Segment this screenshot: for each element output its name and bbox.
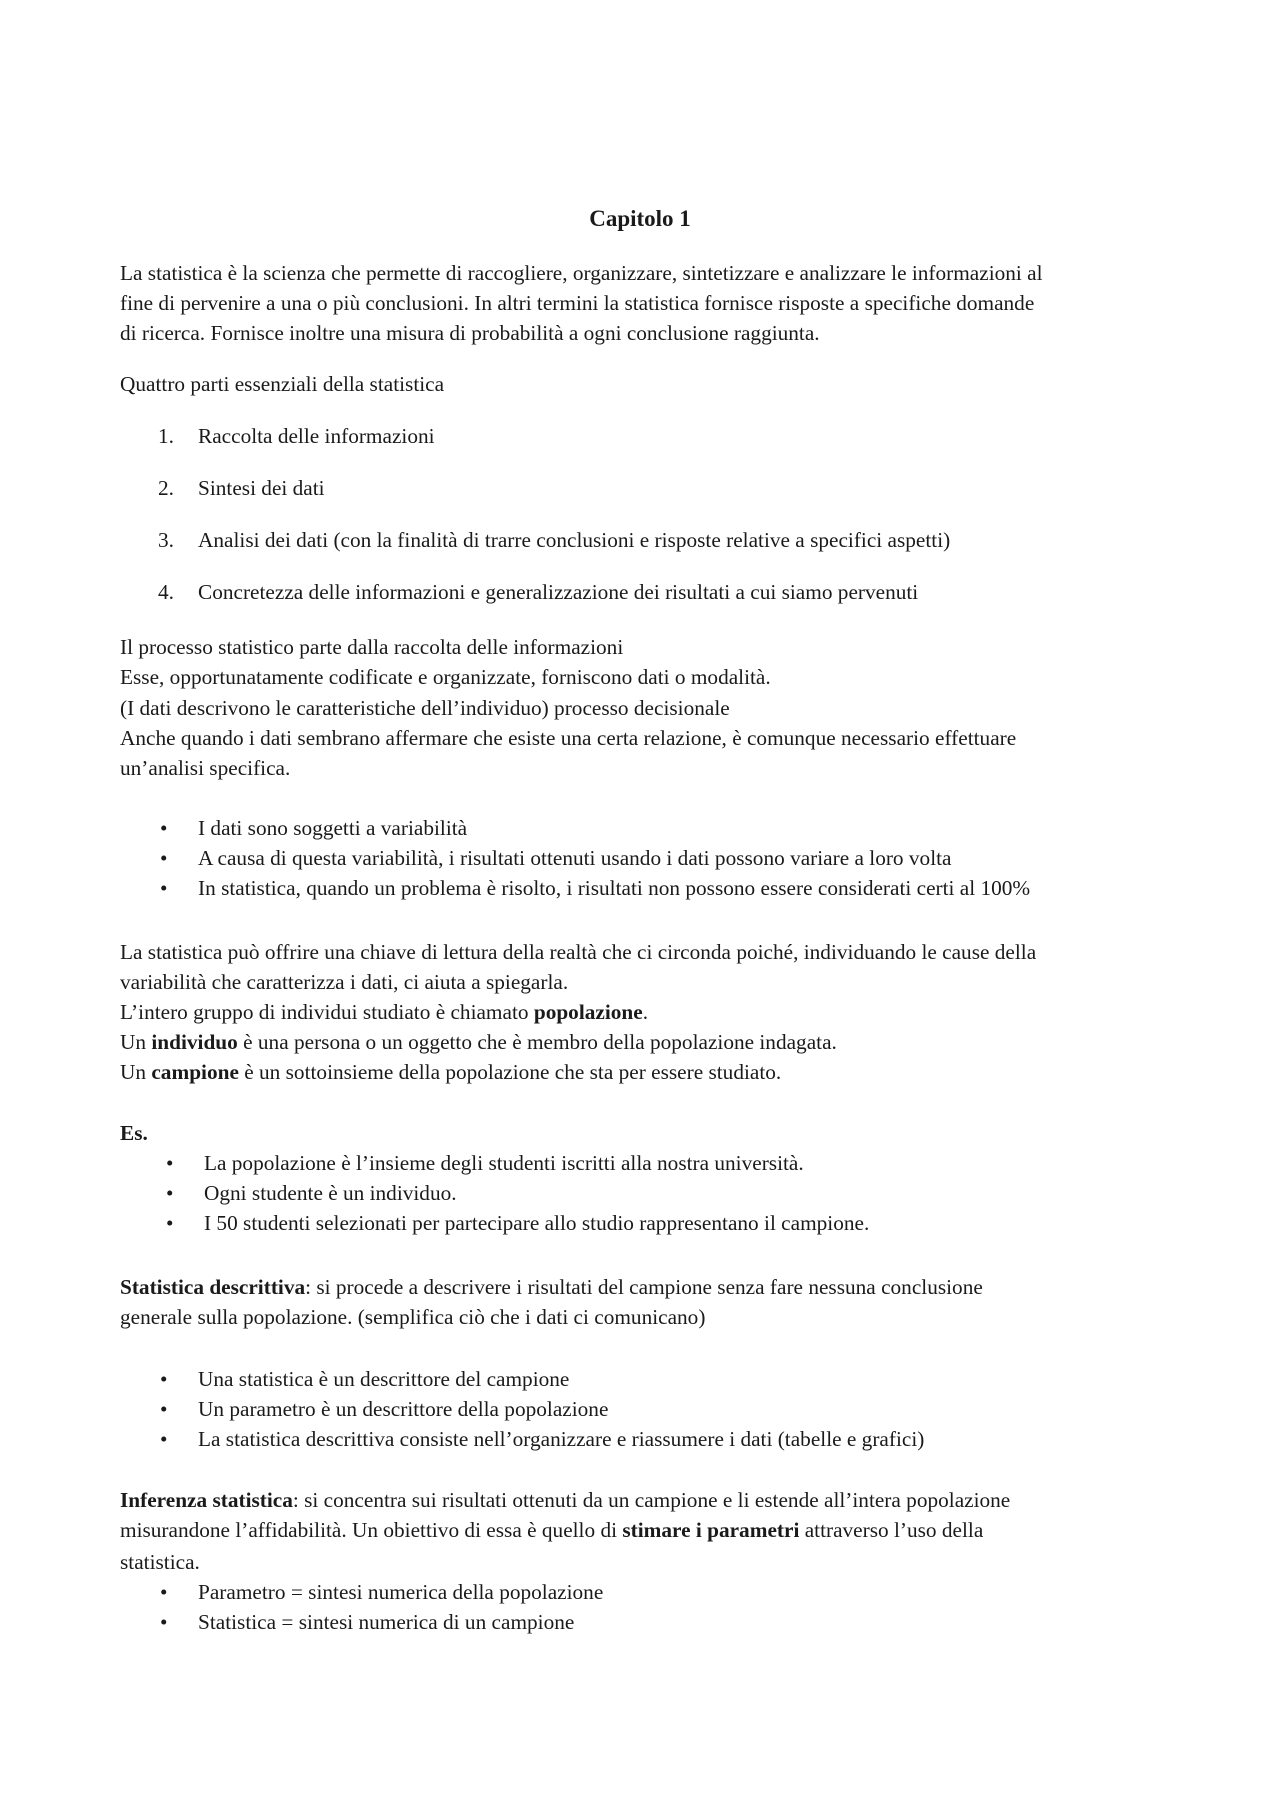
reality-line-2: variabilità che caratterizza i dati, ci aiuta a spiegarla. — [120, 970, 569, 994]
individual-definition: Un individuo è una persona o un oggetto che è membro della popolazione indagata. — [120, 1030, 837, 1054]
bullet: • — [160, 1427, 168, 1451]
bullet: • — [160, 1397, 168, 1421]
list-item: Sintesi dei dati — [198, 476, 325, 500]
list-item: Una statistica è un descrittore del campione — [198, 1367, 570, 1391]
list-number: 1. — [158, 424, 174, 448]
list-item: I 50 studenti selezionati per partecipare allo studio rappresentano il campione. — [204, 1211, 870, 1235]
list-item: Ogni studente è un individuo. — [204, 1181, 457, 1205]
process-line-1: Il processo statistico parte dalla raccolta delle informazioni — [120, 635, 624, 659]
term-statistica-descrittiva: Statistica descrittiva — [120, 1275, 306, 1299]
bullet: • — [160, 876, 168, 900]
list-item: Statistica = sintesi numerica di un campione — [198, 1610, 575, 1634]
process-line-3: (I dati descrivono le caratteristiche dell’individuo) processo decisionale — [120, 696, 730, 720]
descriptive-line-1: Statistica descrittiva: si procede a descrivere i risultati del campione senza fare nessuna conclusione — [120, 1275, 983, 1299]
term-inferenza-statistica: Inferenza statistica — [120, 1488, 293, 1512]
intro-line-2: fine di pervenire a una o più conclusioni. In altri termini la statistica fornisce risposte a specifiche domande — [120, 291, 1035, 315]
list-number: 2. — [158, 476, 174, 500]
list-number: 4. — [158, 580, 174, 604]
bullet: • — [166, 1151, 174, 1175]
bullet: • — [160, 1367, 168, 1391]
inference-line-1: Inferenza statistica: si concentra sui risultati ottenuti da un campione e li estende all’intera popolazione — [120, 1488, 1011, 1512]
parts-heading: Quattro parti essenziali della statistica — [120, 372, 445, 396]
bullet: • — [160, 1580, 168, 1604]
intro-line-1: La statistica è la scienza che permette di raccogliere, organizzare, sintetizzare e analizzare le informazioni al — [120, 261, 1043, 285]
term-popolazione: popolazione — [533, 1000, 643, 1024]
reality-line-1: La statistica può offrire una chiave di lettura della realtà che ci circonda poiché, individuando le cause della — [120, 940, 1037, 964]
bullet: • — [160, 846, 168, 870]
list-number: 3. — [158, 528, 174, 552]
inference-line-3: statistica. — [120, 1550, 200, 1574]
example-label: Es. — [120, 1121, 148, 1145]
population-definition: L’intero gruppo di individui studiato è chiamato popolazione. — [120, 1000, 649, 1024]
process-line-5: un’analisi specifica. — [120, 756, 291, 780]
inference-line-2: misurandone l’affidabilità. Un obiettivo di essa è quello di stimare i parametri attraverso l’uso della — [120, 1518, 984, 1542]
page-title: Capitolo 1 — [589, 206, 691, 231]
list-item: I dati sono soggetti a variabilità — [198, 816, 468, 840]
list-item: La popolazione è l’insieme degli studenti iscritti alla nostra università. — [204, 1151, 804, 1175]
list-item: La statistica descrittiva consiste nell’organizzare e riassumere i dati (tabelle e grafici) — [198, 1427, 925, 1451]
term-stimare-i-parametri: stimare i parametri — [622, 1518, 800, 1542]
list-item: In statistica, quando un problema è risolto, i risultati non possono essere considerati certi al 100% — [198, 876, 1031, 900]
list-item: Concretezza delle informazioni e generalizzazione dei risultati a cui siamo pervenuti — [198, 580, 919, 604]
term-individuo: individuo — [151, 1030, 238, 1054]
list-item: Parametro = sintesi numerica della popolazione — [198, 1580, 604, 1604]
bullet: • — [160, 1610, 168, 1634]
term-campione: campione — [151, 1060, 239, 1084]
descriptive-line-2: generale sulla popolazione. (semplifica ciò che i dati ci comunicano) — [120, 1305, 706, 1329]
list-item: Un parametro è un descrittore della popolazione — [198, 1397, 609, 1421]
list-item: A causa di questa variabilità, i risultati ottenuti usando i dati possono variare a loro volta — [198, 846, 952, 870]
process-line-4: Anche quando i dati sembrano affermare che esiste una certa relazione, è comunque necessario effettuare — [120, 726, 1017, 750]
sample-definition: Un campione è un sottoinsieme della popolazione che sta per essere studiato. — [120, 1060, 782, 1084]
bullet: • — [166, 1181, 174, 1205]
bullet: • — [166, 1211, 174, 1235]
process-line-2: Esse, opportunatamente codificate e organizzate, forniscono dati o modalità. — [120, 665, 771, 689]
bullet: • — [160, 816, 168, 840]
list-item: Raccolta delle informazioni — [198, 424, 435, 448]
intro-line-3: di ricerca. Fornisce inoltre una misura di probabilità a ogni conclusione raggiunta. — [120, 321, 820, 345]
list-item: Analisi dei dati (con la finalità di trarre conclusioni e risposte relative a specifici aspetti) — [198, 528, 951, 552]
